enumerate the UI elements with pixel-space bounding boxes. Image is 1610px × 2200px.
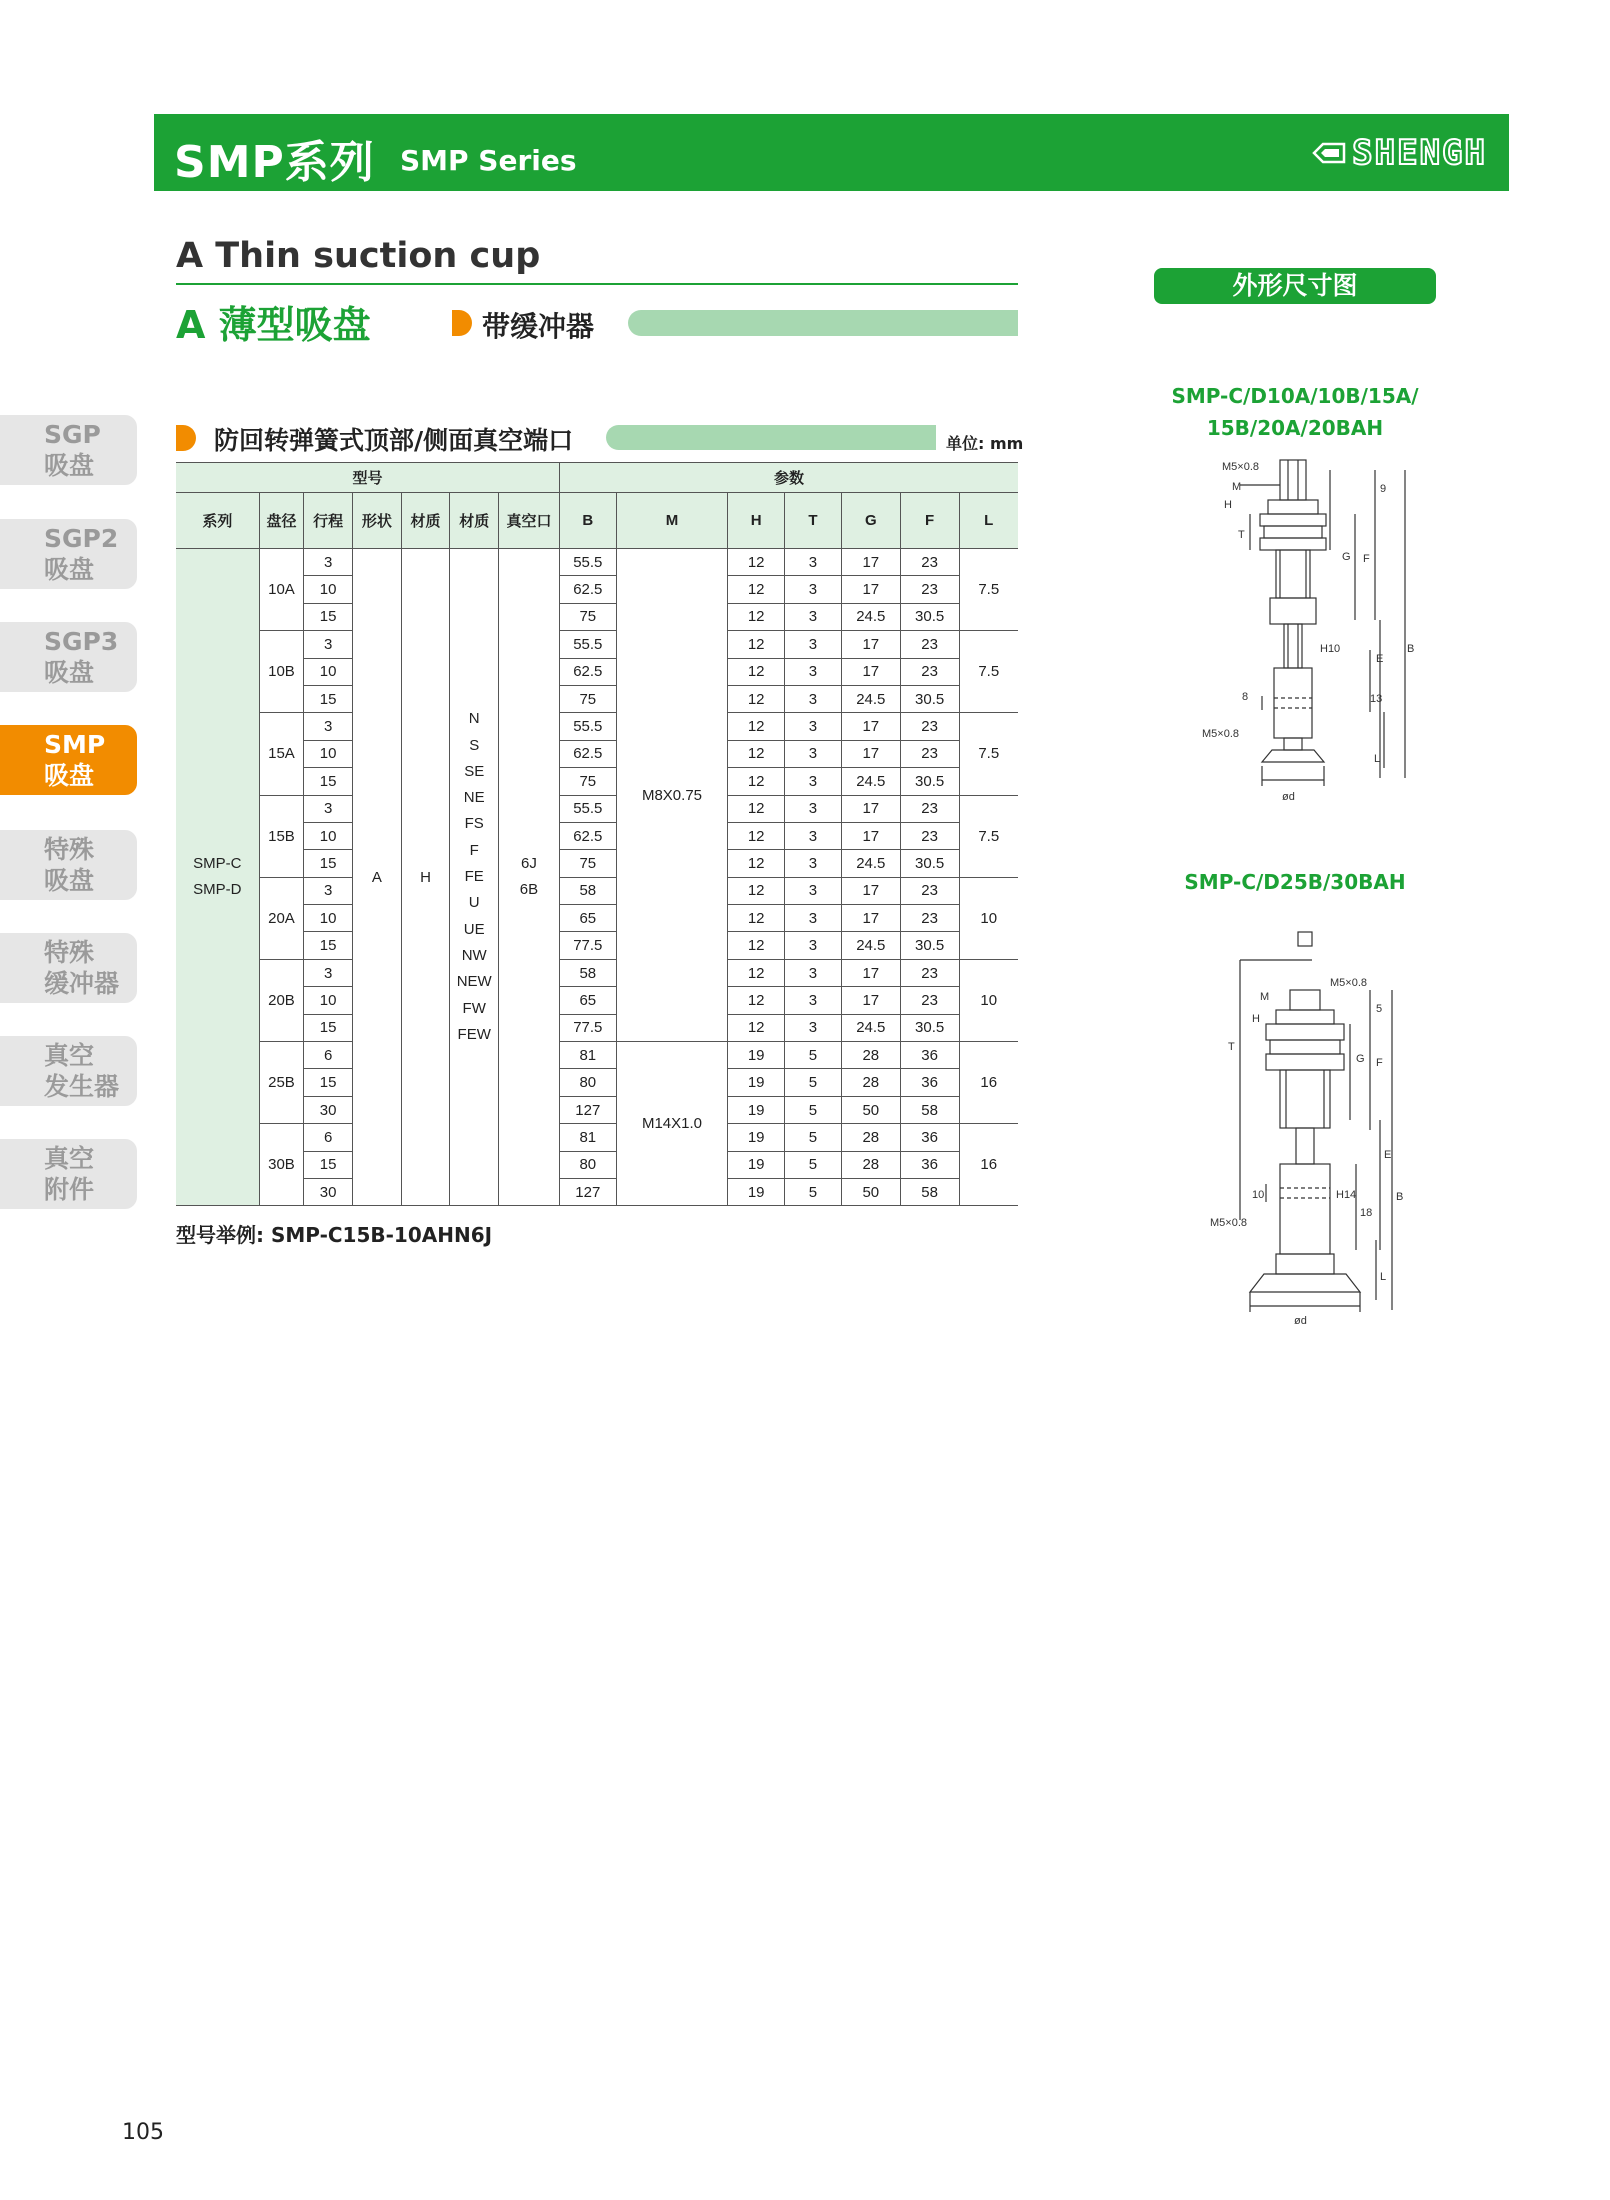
b-cell: 77.5 [559,932,616,959]
h-cell: 19 [728,1069,785,1096]
fig1-g-label: G [1342,551,1351,563]
f-cell: 23 [900,877,959,904]
l-cell: 7.5 [959,795,1018,877]
g-cell: 24.5 [841,603,900,630]
t-cell: 3 [785,658,842,685]
t-cell: 5 [785,1069,842,1096]
t-cell: 3 [785,576,842,603]
fig1-m5-top-label: M5×0.8 [1222,461,1259,473]
stroke-cell: 15 [304,1069,353,1096]
stroke-cell: 3 [304,959,353,986]
sidebar-tab-line2: 吸盘 [44,866,95,895]
brand-logo [1312,132,1487,174]
column-header: 真空口 [499,493,560,549]
b-cell: 62.5 [559,822,616,849]
stroke-cell: 15 [304,1151,353,1178]
sidebar-tab-line2: 缓冲器 [44,969,120,998]
t-cell: 3 [785,795,842,822]
column-header: G [841,493,900,549]
f-cell: 23 [900,740,959,767]
figure1-label-line1: SMP-C/D10A/10B/15A/ [1171,384,1419,408]
stroke-cell: 10 [304,822,353,849]
stroke-cell: 30 [304,1178,353,1205]
stroke-cell: 3 [304,795,353,822]
shape-cell: A [352,549,401,1206]
l-cell: 7.5 [959,549,1018,631]
series-cell: SMP-C SMP-D [176,549,259,1206]
b-cell: 62.5 [559,740,616,767]
fig2-m5-side-label: M5×0.8 [1210,1217,1247,1229]
stroke-cell: 3 [304,631,353,658]
h-cell: 12 [728,603,785,630]
sidebar-tab-line2: 发生器 [44,1072,120,1101]
t-cell: 3 [785,740,842,767]
dimension-drawing-badge: 外形尺寸图 [1154,268,1436,304]
g-cell: 50 [841,1096,900,1123]
sidebar-tab-line2: 吸盘 [44,555,95,584]
m-cell: M8X0.75 [616,549,728,1042]
fig1-f-label: F [1363,553,1370,565]
spec-table [176,462,1018,1206]
g-cell: 28 [841,1042,900,1069]
f-cell: 36 [900,1042,959,1069]
fig2-t-label: T [1228,1041,1235,1053]
g-cell: 24.5 [841,768,900,795]
orange-marker-icon [452,310,472,336]
f-cell: 23 [900,822,959,849]
b-cell: 80 [559,1069,616,1096]
t-cell: 3 [785,905,842,932]
b-cell: 62.5 [559,576,616,603]
f-cell: 58 [900,1096,959,1123]
table-row [176,713,1018,740]
g-cell: 28 [841,1069,900,1096]
g-cell: 17 [841,576,900,603]
l-cell: 10 [959,877,1018,959]
series-subtitle: SMP Series [400,144,577,177]
column-header: 系列 [176,493,259,549]
fig2-h-label: H [1252,1013,1260,1025]
fig2-l-label: L [1380,1271,1387,1283]
b-cell: 81 [559,1124,616,1151]
g-cell: 24.5 [841,850,900,877]
sidebar-tab-line1: SGP [44,420,101,449]
t-cell: 3 [785,549,842,576]
title-divider [176,283,1018,285]
l-cell: 16 [959,1042,1018,1124]
column-header: B [559,493,616,549]
h-cell: 12 [728,685,785,712]
sidebar-tab-line1: SMP [44,730,106,759]
stroke-cell: 10 [304,905,353,932]
t-cell: 3 [785,631,842,658]
size-cell: 10B [259,631,304,713]
column-header: F [900,493,959,549]
b-cell: 55.5 [559,631,616,658]
sidebar-tab-line1: 特殊 [44,835,95,864]
stroke-cell: 10 [304,576,353,603]
fig1-h10-label: H10 [1320,643,1341,655]
f-cell: 23 [900,549,959,576]
b-cell: 127 [559,1178,616,1205]
fig2-m5-top-label: M5×0.8 [1330,977,1367,989]
material1-cell: H [401,549,450,1206]
g-cell: 28 [841,1124,900,1151]
column-header: 材质 [450,493,499,549]
f-cell: 23 [900,795,959,822]
decorative-bar [628,310,1018,336]
h-cell: 12 [728,795,785,822]
group-header-model: 型号 [176,463,559,493]
f-cell: 23 [900,631,959,658]
table-row [176,877,1018,904]
b-cell: 75 [559,768,616,795]
f-cell: 58 [900,1178,959,1205]
f-cell: 23 [900,658,959,685]
fig1-m5-side-label: M5×0.8 [1202,728,1239,740]
m-cell: M14X1.0 [616,1042,728,1206]
fig2-f-label: F [1376,1057,1383,1069]
fig1-e-label: E [1376,653,1384,665]
column-header: 形状 [352,493,401,549]
b-cell: 80 [559,1151,616,1178]
h-cell: 12 [728,987,785,1014]
f-cell: 30.5 [900,850,959,877]
chinese-title: A 薄型吸盘 [176,303,371,347]
logo-text: SHENGH [1352,133,1487,173]
size-cell: 15A [259,713,304,795]
g-cell: 17 [841,905,900,932]
b-cell: 58 [559,877,616,904]
h-cell: 19 [728,1096,785,1123]
f-cell: 30.5 [900,1014,959,1041]
b-cell: 81 [559,1042,616,1069]
f-cell: 36 [900,1124,959,1151]
h-cell: 12 [728,576,785,603]
g-cell: 17 [841,959,900,986]
decorative-bar [606,425,936,450]
table-row [176,795,1018,822]
stroke-cell: 10 [304,658,353,685]
stroke-cell: 6 [304,1042,353,1069]
g-cell: 17 [841,713,900,740]
stroke-cell: 3 [304,549,353,576]
stroke-cell: 10 [304,740,353,767]
fig1-h-label: H [1224,499,1232,511]
t-cell: 3 [785,1014,842,1041]
h-cell: 19 [728,1042,785,1069]
h-cell: 19 [728,1178,785,1205]
fig1-b-label: B [1407,643,1415,655]
logo-mark-icon [1312,142,1346,164]
f-cell: 23 [900,905,959,932]
sidebar-tab-line2: 附件 [44,1175,95,1204]
table-row [176,1042,1018,1069]
b-cell: 65 [559,905,616,932]
g-cell: 17 [841,987,900,1014]
section-title: 防回转弹簧式顶部/侧面真空端口 [214,426,574,455]
stroke-cell: 10 [304,987,353,1014]
t-cell: 5 [785,1096,842,1123]
sidebar-tab-line2: 吸盘 [44,451,95,480]
b-cell: 65 [559,987,616,1014]
stroke-cell: 15 [304,1014,353,1041]
sidebar-tab-line2: 吸盘 [44,658,95,687]
b-cell: 62.5 [559,658,616,685]
fig2-h14-label: H14 [1336,1189,1357,1201]
fig2-e-label: E [1384,1149,1392,1161]
b-cell: 75 [559,850,616,877]
sidebar-tab-line1: 真空 [44,1041,95,1070]
t-cell: 5 [785,1124,842,1151]
b-cell: 58 [559,959,616,986]
table-row [176,959,1018,986]
h-cell: 19 [728,1124,785,1151]
sidebar-tab-1[interactable] [0,519,137,589]
size-cell: 10A [259,549,304,631]
t-cell: 3 [785,987,842,1014]
g-cell: 17 [841,740,900,767]
g-cell: 24.5 [841,932,900,959]
group-header-params: 参数 [559,463,1018,493]
g-cell: 17 [841,658,900,685]
l-cell: 16 [959,1124,1018,1206]
sidebar-tab-2[interactable] [0,622,137,692]
stroke-cell: 3 [304,877,353,904]
sidebar-tab-6[interactable] [0,1036,137,1106]
series-title: SMP系列 [174,137,375,188]
f-cell: 30.5 [900,932,959,959]
h-cell: 12 [728,740,785,767]
g-cell: 17 [841,549,900,576]
fig1-t-label: T [1238,529,1245,541]
b-cell: 77.5 [559,1014,616,1041]
h-cell: 12 [728,850,785,877]
t-cell: 5 [785,1178,842,1205]
figure1-label-line2: 15B/20A/20BAH [1206,416,1384,440]
subtitle-buffer: 带缓冲器 [482,310,595,343]
h-cell: 12 [728,658,785,685]
model-example: 型号举例: SMP-C15B-10AHN6J [176,1223,493,1247]
stroke-cell: 6 [304,1124,353,1151]
table-row [176,631,1018,658]
g-cell: 24.5 [841,1014,900,1041]
t-cell: 3 [785,850,842,877]
stroke-cell: 15 [304,603,353,630]
size-cell: 15B [259,795,304,877]
size-cell: 25B [259,1042,304,1124]
fig2-d10-label: 10 [1252,1189,1265,1201]
fig2-b-label: B [1396,1191,1404,1203]
unit-label: 单位: mm [946,434,1024,453]
t-cell: 3 [785,768,842,795]
stroke-cell: 15 [304,850,353,877]
h-cell: 19 [728,1151,785,1178]
t-cell: 5 [785,1042,842,1069]
column-header: M [616,493,728,549]
column-header-row [176,493,1018,549]
h-cell: 12 [728,959,785,986]
t-cell: 3 [785,713,842,740]
t-cell: 3 [785,603,842,630]
fig2-od-label: ød [1294,1315,1307,1327]
sidebar-tab-7[interactable] [0,1139,137,1209]
sidebar-tab-0[interactable] [0,415,137,485]
h-cell: 12 [728,631,785,658]
t-cell: 5 [785,1151,842,1178]
column-header: 盘径 [259,493,304,549]
material2-cell: N S SE NE FS F FE U UE NW NEW FW FEW [450,549,499,1206]
sidebar-tab-line1: 真空 [44,1144,95,1173]
t-cell: 3 [785,822,842,849]
l-cell: 10 [959,959,1018,1041]
b-cell: 127 [559,1096,616,1123]
b-cell: 75 [559,685,616,712]
fig1-l-label: L [1374,753,1381,765]
orange-marker-icon [176,425,196,451]
figure1-label [1160,380,1430,444]
fig2-d18-label: 18 [1360,1207,1373,1219]
page-number: 105 [122,2120,164,2145]
sidebar-tab-line1: SGP2 [44,524,119,553]
f-cell: 23 [900,987,959,1014]
t-cell: 3 [785,959,842,986]
column-header: H [728,493,785,549]
fig1-d9-label: 9 [1380,483,1387,495]
f-cell: 23 [900,959,959,986]
b-cell: 55.5 [559,795,616,822]
t-cell: 3 [785,685,842,712]
h-cell: 12 [728,713,785,740]
column-header: T [785,493,842,549]
h-cell: 12 [728,549,785,576]
size-cell: 30B [259,1124,304,1206]
fig1-m-label: M [1232,481,1242,493]
f-cell: 36 [900,1069,959,1096]
h-cell: 12 [728,1014,785,1041]
f-cell: 30.5 [900,685,959,712]
header-bar [154,114,1509,191]
column-header: L [959,493,1018,549]
h-cell: 12 [728,932,785,959]
stroke-cell: 15 [304,768,353,795]
g-cell: 24.5 [841,685,900,712]
fig2-g-label: G [1356,1053,1365,1065]
table-row [176,549,1018,576]
sidebar-tab-5[interactable] [0,933,137,1003]
f-cell: 23 [900,713,959,740]
table-row [176,1124,1018,1151]
fig1-d13-label: 13 [1370,693,1383,705]
g-cell: 17 [841,877,900,904]
stroke-cell: 3 [304,713,353,740]
f-cell: 23 [900,576,959,603]
f-cell: 30.5 [900,603,959,630]
f-cell: 36 [900,1151,959,1178]
sidebar-tab-3[interactable] [0,725,137,795]
h-cell: 12 [728,822,785,849]
b-cell: 75 [559,603,616,630]
fig2-d5-label: 5 [1376,1003,1383,1015]
l-cell: 7.5 [959,713,1018,795]
table-body [176,549,1018,1206]
stroke-cell: 15 [304,685,353,712]
size-cell: 20A [259,877,304,959]
g-cell: 28 [841,1151,900,1178]
column-header: 行程 [304,493,353,549]
fig2-m-label: M [1260,991,1270,1003]
g-cell: 50 [841,1178,900,1205]
sidebar-tab-line2: 吸盘 [44,761,95,790]
t-cell: 3 [785,877,842,904]
h-cell: 12 [728,768,785,795]
column-header: 材质 [401,493,450,549]
figure1-drawing [1180,450,1420,820]
size-cell: 20B [259,959,304,1041]
fig1-od-label: ød [1282,791,1295,803]
b-cell: 55.5 [559,713,616,740]
sidebar-tab-4[interactable] [0,830,137,900]
english-title: A Thin suction cup [176,236,541,276]
g-cell: 17 [841,795,900,822]
fig1-d8-label: 8 [1242,691,1249,703]
port-cell: 6J 6B [499,549,560,1206]
figure2-drawing [1180,920,1420,1340]
g-cell: 17 [841,822,900,849]
h-cell: 12 [728,905,785,932]
figure2-label: SMP-C/D25B/30BAH [1184,870,1406,894]
f-cell: 30.5 [900,768,959,795]
sidebar-tab-line1: 特殊 [44,938,95,967]
sidebar-tab-line1: SGP3 [44,627,119,656]
stroke-cell: 30 [304,1096,353,1123]
g-cell: 17 [841,631,900,658]
l-cell: 7.5 [959,631,1018,713]
stroke-cell: 15 [304,932,353,959]
t-cell: 3 [785,932,842,959]
b-cell: 55.5 [559,549,616,576]
h-cell: 12 [728,877,785,904]
